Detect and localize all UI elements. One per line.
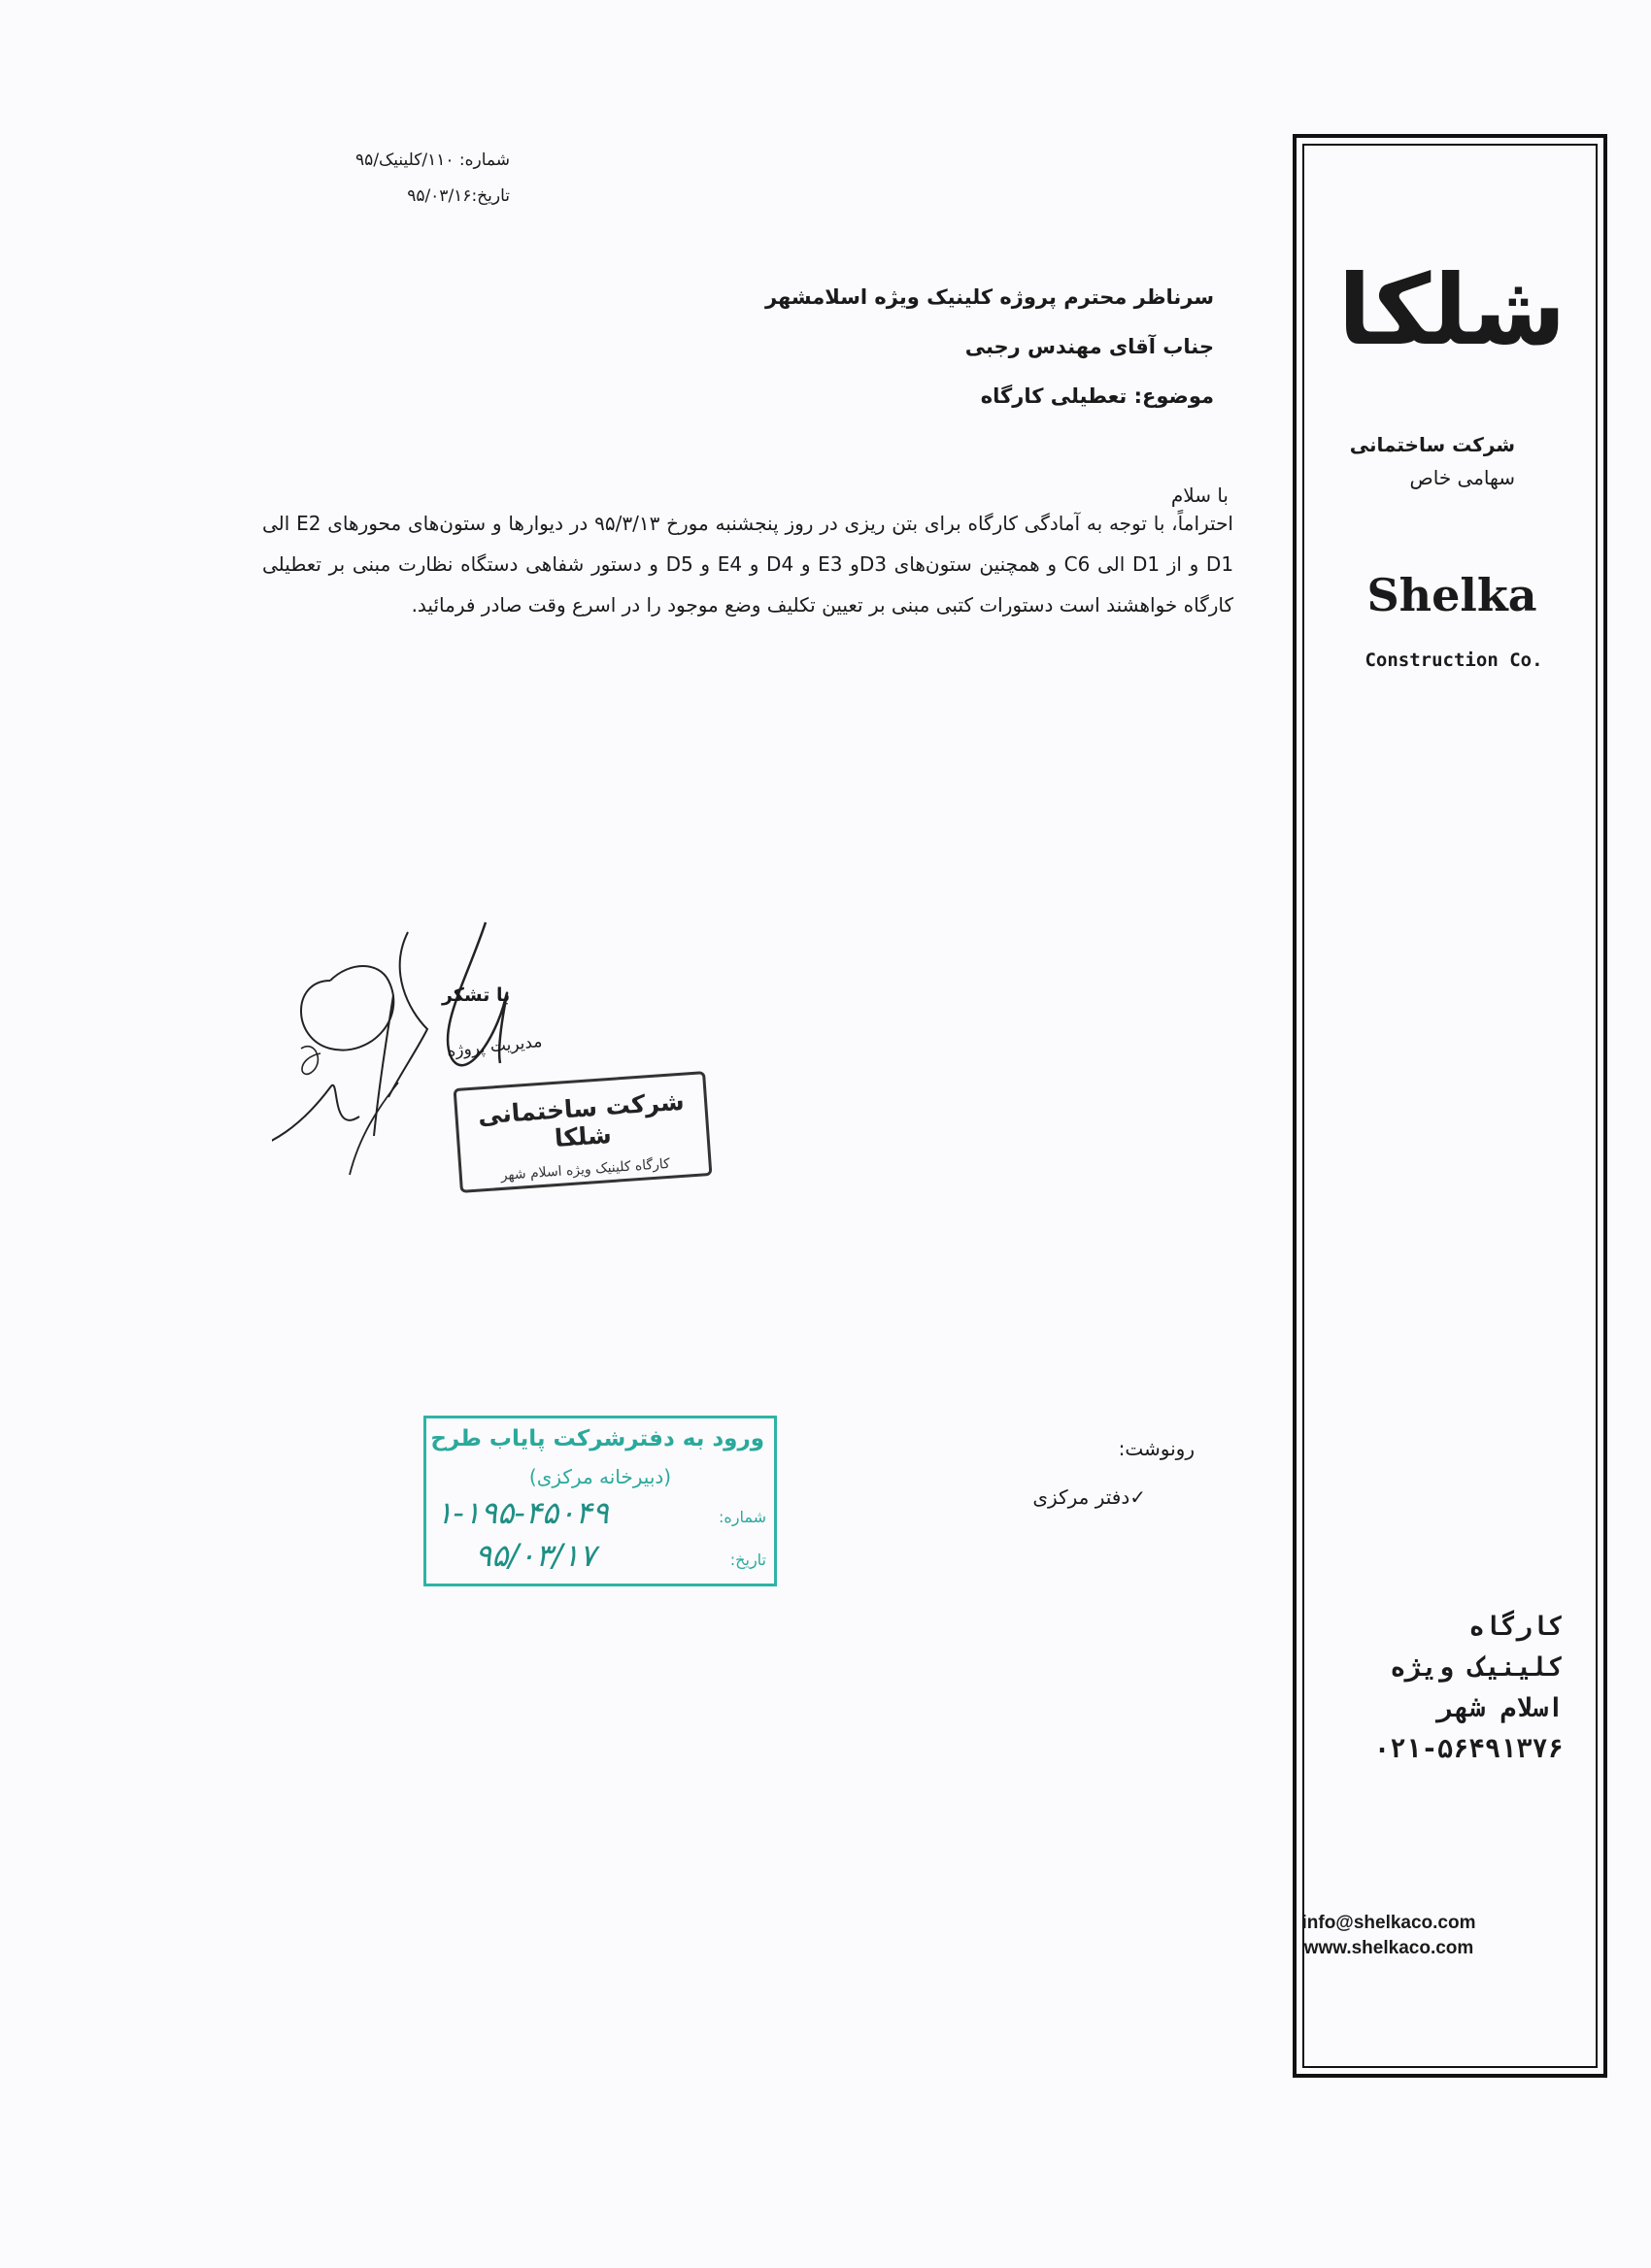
receipt-number-value: ۱-۱۹۵-۴۵۰۴۹	[436, 1494, 609, 1531]
subject-line: موضوع: تعطیلی کارگاه	[980, 384, 1214, 408]
addressee-title: سرناظر محترم پروژه کلینیک ویژه اسلامشهر	[764, 285, 1214, 309]
site-line-3: اسلام شهر	[1436, 1693, 1564, 1723]
contact-email[interactable]: info@shelkaco.com	[1301, 1913, 1476, 1933]
company-name-en: Shelka	[1366, 569, 1537, 621]
site-line-1: کارگاه	[1468, 1612, 1564, 1642]
company-stamp-site: کارگاه کلینیک ویژه اسلام شهر	[500, 1155, 671, 1184]
letter-number: شماره: ۱۱۰/کلینیک/۹۵	[355, 150, 510, 170]
company-logo: شلکا	[1337, 253, 1567, 367]
receipt-stamp-heading: ورود به دفترشرکت پایاب طرح	[430, 1426, 764, 1451]
company-subtitle-en: Construction Co.	[1365, 650, 1543, 671]
company-stamp-name: شرکت ساختمانی شلکا	[477, 1086, 686, 1153]
copy-recipient: ✓دفتر مرکزی	[1032, 1485, 1146, 1509]
receipt-date-label: تاریخ:	[729, 1551, 766, 1569]
receipt-stamp	[423, 1416, 777, 1586]
body-paragraph: احتراماً، با توجه به آمادگی کارگاه برای بتن ریزی در روز پنجشنبه مورخ ۹۵/۳/۱۳ در دیوارها و ستون‌های محورهای E2 الی D1 و از D1 الی C6 و همچنین ستون‌های D3و E3 و D4 و E4 و D5 و دستور شفاهی دستگاه نظارت مبنی بر تعطیلی کارگاه خواهشند است دستورات کتبی مبنی بر تعیین تکلیف وضع موجود را در اسرع وقت صادر فرمائید.	[262, 512, 1234, 617]
company-type: شرکت ساختمانی	[1349, 433, 1515, 456]
site-phone: ۰۲۱-۵۶۴۹۱۳۷۶	[1373, 1734, 1564, 1764]
addressee-name: جناب آقای مهندس رجبی	[964, 335, 1214, 358]
site-line-2: کلینیک ویژه	[1390, 1652, 1564, 1683]
copy-label: رونوشت:	[1118, 1437, 1195, 1460]
receipt-stamp-subheading: (دبیرخانه مرکزی)	[528, 1465, 672, 1488]
letter-date: تاریخ:۹۵/۰۳/۱۶	[407, 186, 510, 206]
receipt-number-label: شماره:	[718, 1508, 766, 1526]
contact-website[interactable]: www.shelkaco.com	[1303, 1938, 1474, 1958]
company-stamp	[454, 1071, 713, 1193]
receipt-date-value: ۹۵/۰۳/۱۷	[475, 1537, 596, 1574]
signature-closing: با تشکر	[442, 984, 511, 1006]
greeting: با سلام	[1170, 484, 1229, 507]
company-form: سهامی خاص	[1409, 466, 1515, 489]
signature-title: مدیریت پروژه	[446, 1031, 544, 1062]
